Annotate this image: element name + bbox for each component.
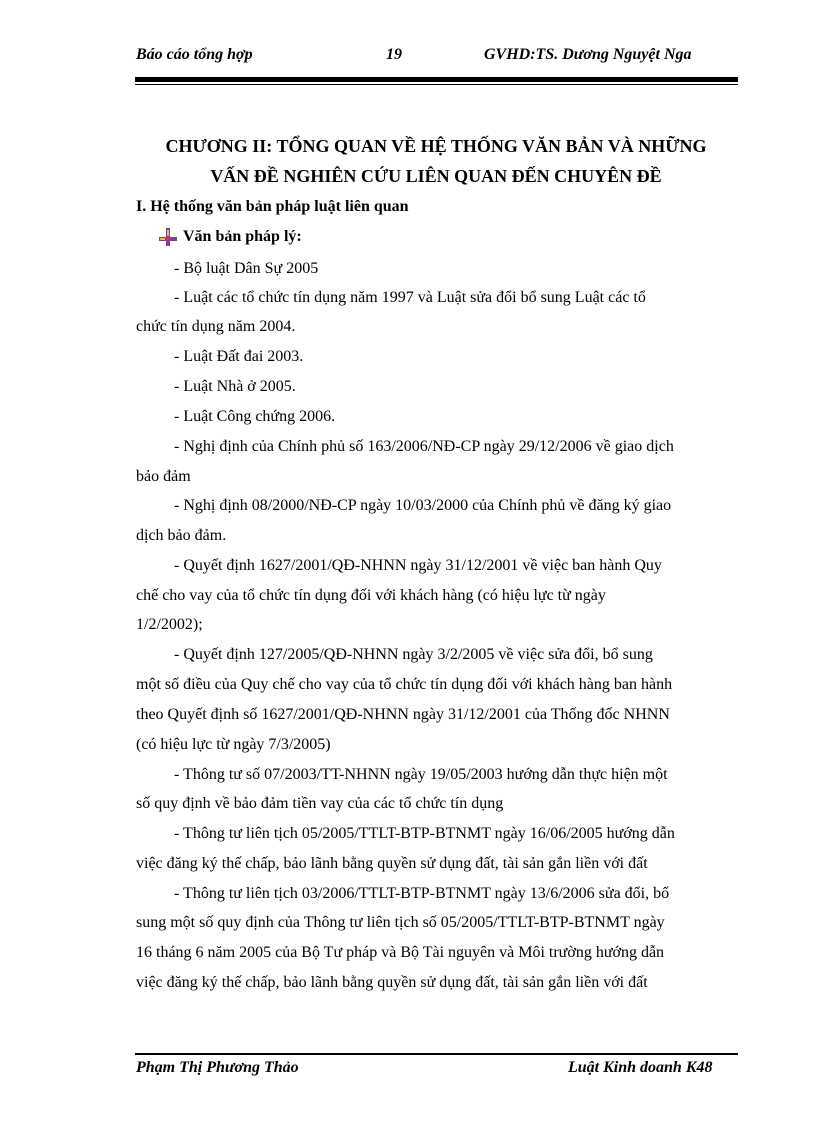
- body-line: - Luật các tổ chức tín dụng năm 1997 và Luật sửa đổi bổ sung Luật các tổ: [174, 289, 646, 306]
- body-line: - Thông tư liên tịch 03/2006/TTLT-BTP-BTNMT ngày 13/6/2006 sửa đổi, bổ: [174, 885, 670, 902]
- body-line: chế cho vay của tổ chức tín dụng đối với khách hàng (có hiệu lực từ ngày: [136, 587, 606, 604]
- body-line: sung một số quy định của Thông tư liên tịch số 05/2005/TTLT-BTP-BTNMT ngày: [136, 914, 665, 931]
- chapter-title-line-2: VẤN ĐỀ NGHIÊN CỨU LIÊN QUAN ĐẾN CHUYÊN ĐỀ: [210, 166, 662, 186]
- body-line: chức tín dụng năm 2004.: [136, 318, 296, 335]
- body-line: (có hiệu lực từ ngày 7/3/2005): [136, 736, 331, 753]
- body-line: một số điều của Quy chế cho vay của tổ chức tín dụng đối với khách hàng ban hành: [136, 676, 673, 693]
- section-heading: I. Hệ thống văn bản pháp luật liên quan: [136, 198, 409, 215]
- body-line: - Nghị định 08/2000/NĐ-CP ngày 10/03/2000 của Chính phủ về đăng ký giao: [174, 497, 672, 514]
- body-line: việc đăng ký thế chấp, bảo lãnh bằng quyền sử dụng đất, tài sản gắn liền với đất: [136, 855, 648, 872]
- body-line: 1/2/2002);: [136, 616, 203, 633]
- footer-author: Phạm Thị Phương Thảo: [136, 1059, 299, 1076]
- body-line: - Quyết định 1627/2001/QĐ-NHNN ngày 31/12/2001 về việc ban hành Quy: [174, 557, 662, 574]
- body-line: số quy định về bảo đảm tiền vay của các tổ chức tín dụng: [136, 795, 504, 812]
- page-header: [136, 46, 736, 68]
- body-line: - Nghị định của Chính phủ số 163/2006/NĐ-CP ngày 29/12/2006 về giao dịch: [174, 438, 674, 455]
- header-advisor: GVHD:TS. Dương Nguyệt Nga: [484, 46, 692, 63]
- chapter-title-line-1: CHƯƠNG II: TỔNG QUAN VỀ HỆ THỐNG VĂN BẢN VÀ NHỮNG: [165, 136, 707, 156]
- subheading: [159, 228, 302, 246]
- header-rule-thick: [135, 77, 738, 82]
- footer-rule: [135, 1053, 738, 1055]
- body-line: theo Quyết định số 1627/2001/QĐ-NHNN ngày 31/12/2001 của Thống đốc NHNN: [136, 706, 670, 723]
- header-page-number: 19: [386, 46, 402, 63]
- body-line: - Bộ luật Dân Sự 2005: [174, 260, 319, 277]
- body-line: - Quyết định 127/2005/QĐ-NHNN ngày 3/2/2005 về việc sửa đổi, bổ sung: [174, 646, 653, 663]
- body-line: việc đăng ký thế chấp, bảo lãnh bằng quyền sử dụng đất, tài sản gắn liền với đất: [136, 974, 648, 991]
- header-rule-thin: [135, 84, 738, 85]
- subheading-label: Văn bản pháp lý:: [183, 228, 302, 245]
- body-line: bảo đảm: [136, 468, 191, 485]
- body-line: 16 tháng 6 năm 2005 của Bộ Tư pháp và Bộ Tài nguyên và Môi trường hướng dẫn: [136, 944, 665, 961]
- body-line: - Luật Công chứng 2006.: [174, 408, 336, 425]
- body-line: dịch bảo đảm.: [136, 527, 227, 544]
- cross-bullet-icon: [159, 228, 177, 246]
- footer-course: Luật Kinh doanh K48: [568, 1059, 713, 1076]
- chapter-title: [136, 131, 736, 191]
- body-line: - Thông tư liên tịch 05/2005/TTLT-BTP-BTNMT ngày 16/06/2005 hướng dẫn: [174, 825, 675, 842]
- body-line: - Thông tư số 07/2003/TT-NHNN ngày 19/05/2003 hướng dẫn thực hiện một: [174, 766, 668, 783]
- header-report-title: Báo cáo tổng hợp: [136, 46, 253, 63]
- body-line: - Luật Đất đai 2003.: [174, 348, 304, 365]
- body-line: - Luật Nhà ở 2005.: [174, 378, 296, 395]
